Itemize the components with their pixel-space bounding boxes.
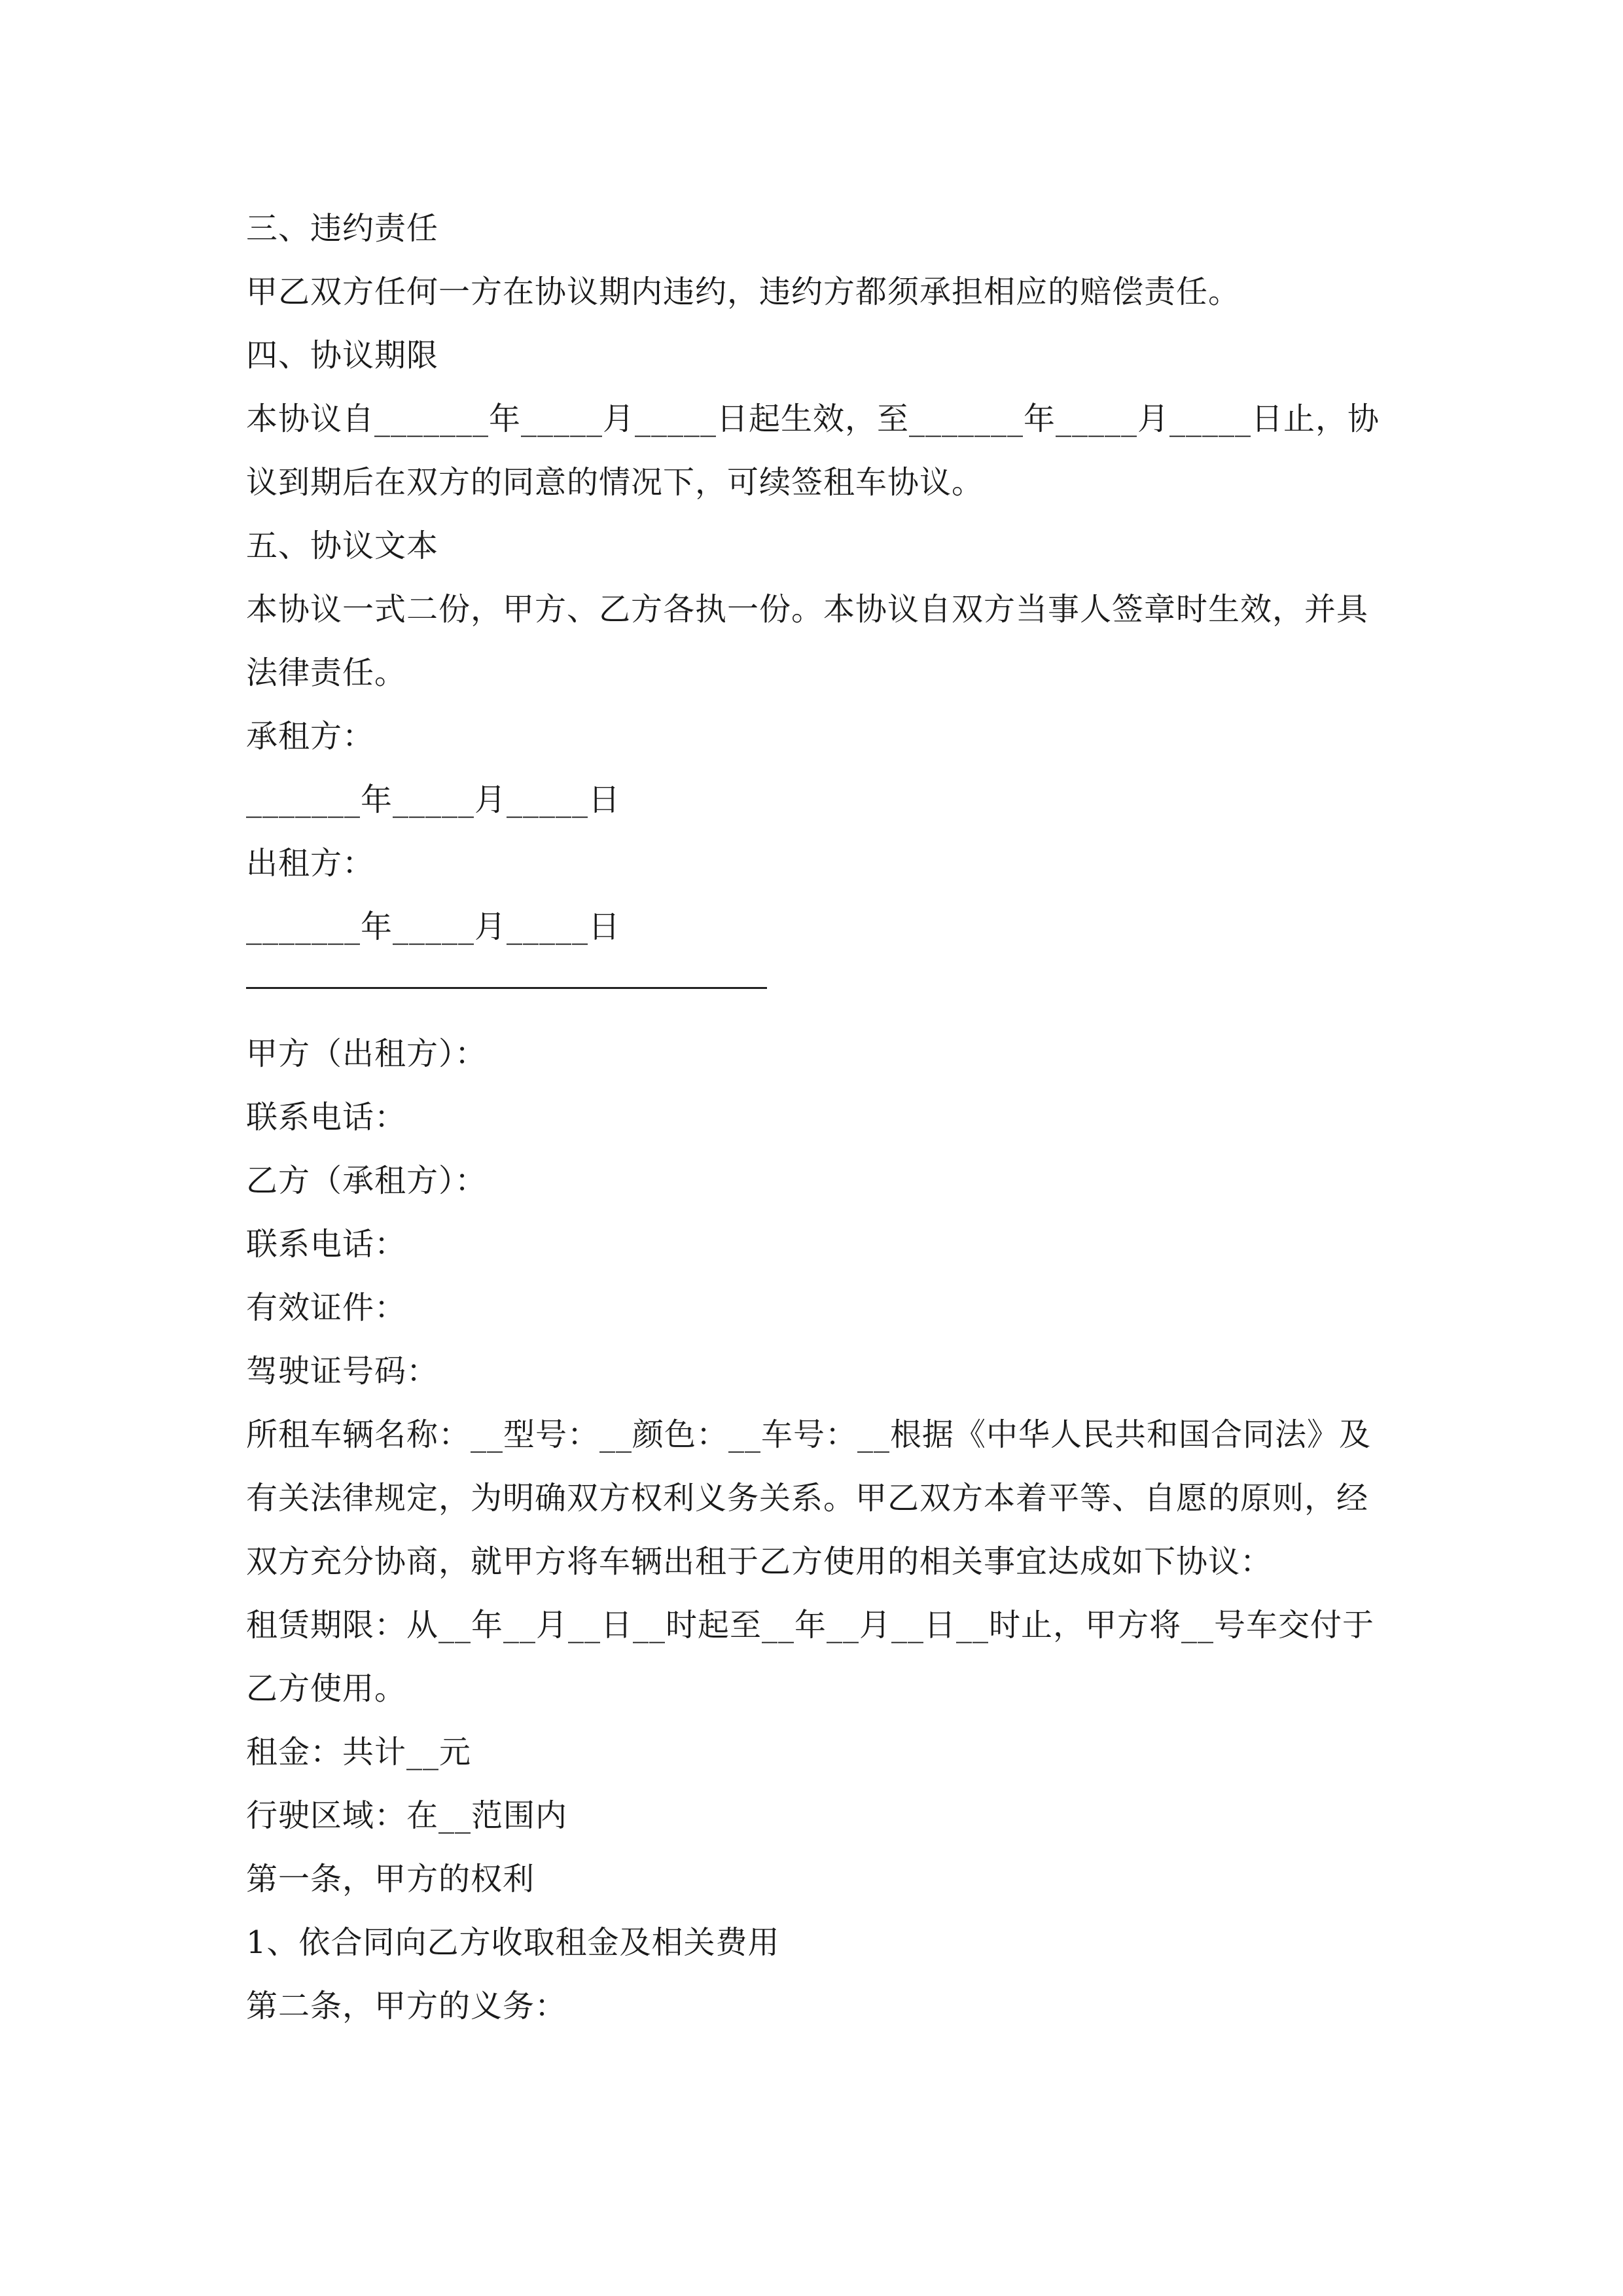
article-one-heading: 第一条，甲方的权利	[246, 1861, 535, 1897]
driving-area-line: 行驶区域：在__范围内	[246, 1797, 568, 1834]
paragraph-line: 法律责任。	[246, 655, 407, 691]
rent-line: 租金：共计__元	[246, 1734, 472, 1770]
party-a-label: 甲方（出租方）：	[246, 1035, 488, 1072]
license-number-label: 驾驶证号码：	[246, 1353, 439, 1390]
paragraph-line: 本协议自_______年_____月_____日起生效，至_______年_____月_____日止，协	[246, 401, 1380, 437]
paragraph-line: 有关法律规定，为明确双方权利义务关系。甲乙双方本着平等、自愿的原则，经	[246, 1480, 1369, 1516]
party-b-phone-label: 联系电话：	[246, 1226, 407, 1263]
valid-id-label: 有效证件：	[246, 1289, 407, 1326]
lessor-date-line: _______年_____月_____日	[246, 908, 621, 945]
section-heading-breach: 三、违约责任	[246, 210, 439, 247]
section-divider	[246, 987, 767, 989]
paragraph-line: 乙方使用。	[246, 1670, 407, 1707]
article-one-item: 1、依合同向乙方收取租金及相关费用	[246, 1924, 780, 1961]
paragraph-line: 甲乙双方任何一方在协议期内违约，违约方都须承担相应的赔偿责任。	[246, 274, 1241, 310]
paragraph-line: 本协议一式二份，甲方、乙方各执一份。本协议自双方当事人签章时生效，并具	[246, 591, 1369, 628]
article-two-heading: 第二条，甲方的义务：	[246, 1988, 567, 2024]
party-a-phone-label: 联系电话：	[246, 1099, 407, 1136]
section-heading-text: 五、协议文本	[246, 528, 439, 564]
paragraph-line: 租赁期限：从__年__月__日__时起至__年__月__日__时止，甲方将__号车交付于	[246, 1607, 1375, 1643]
paragraph-line: 议到期后在双方的同意的情况下，可续签租车协议。	[246, 464, 984, 501]
lessor-label: 出租方：	[246, 845, 375, 882]
lessee-date-line: _______年_____月_____日	[246, 781, 621, 818]
party-b-label: 乙方（承租方）：	[246, 1162, 488, 1199]
lessee-label: 承租方：	[246, 718, 375, 755]
paragraph-line: 双方充分协商，就甲方将车辆出租于乙方使用的相关事宜达成如下协议：	[246, 1543, 1273, 1580]
paragraph-line: 所租车辆名称：__型号：__颜色：__车号：__根据《中华人民共和国合同法》及	[246, 1416, 1372, 1453]
section-heading-term: 四、协议期限	[246, 337, 439, 374]
